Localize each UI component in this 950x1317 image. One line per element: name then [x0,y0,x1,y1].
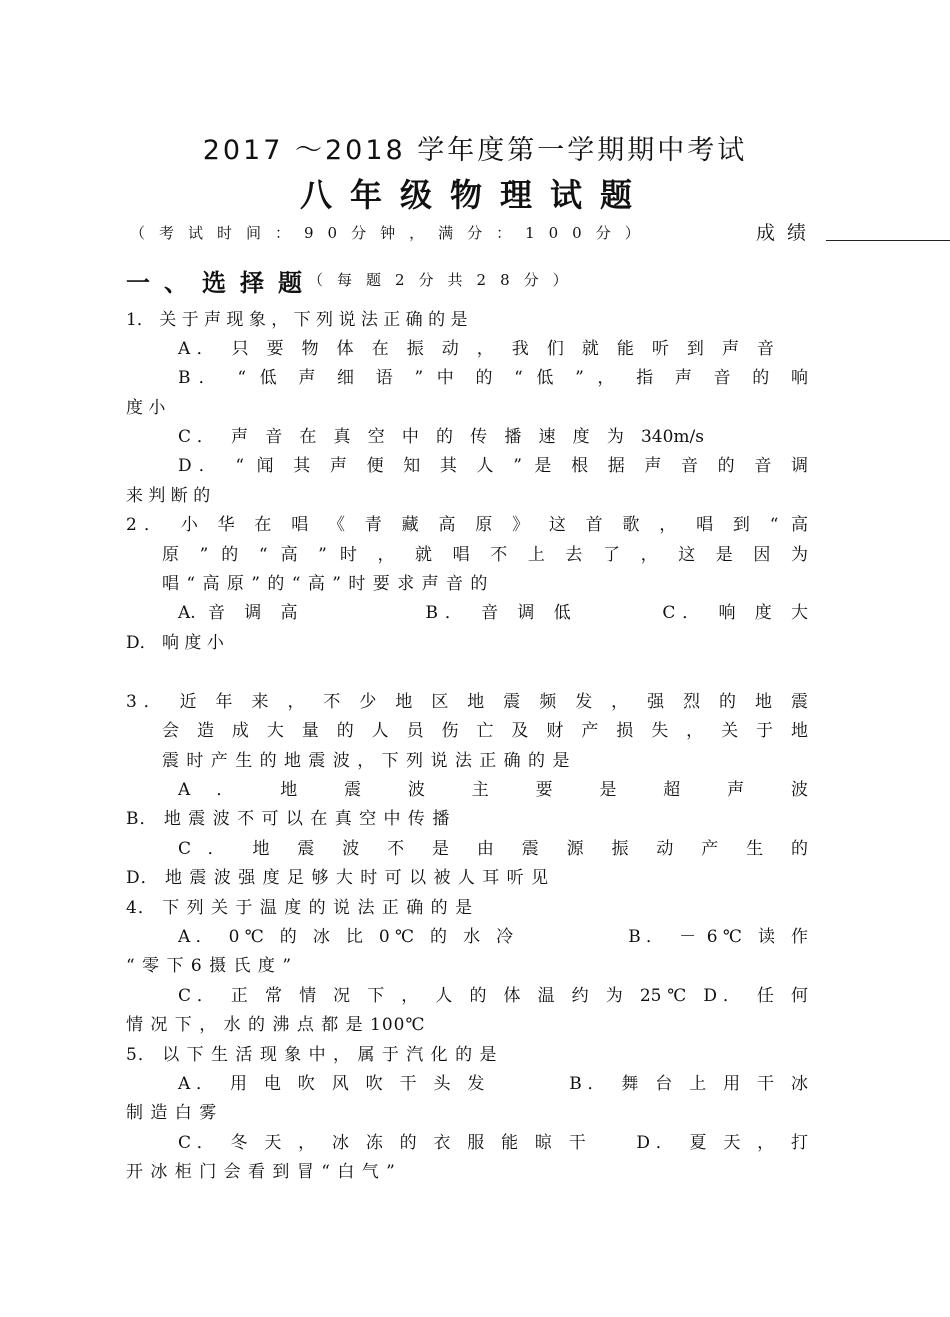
q1-option-b-cont: 度 小 [126,398,166,418]
question-1-stem: 1． 关 于 声 现 象 ， 下 列 说 法 正 确 的 是 [126,310,468,330]
section-title: 一、选择题 [126,269,316,297]
q1-option-a: A． 只 要 物 体 在 振 动 ， 我 们 就 能 听 到 声 音 [178,339,774,359]
q3-option-a: A ． 地 震 波 主 要 是 超 声 波 [178,780,808,800]
score-label: 成绩 [756,222,819,244]
question-3-stem: 3． 近 年 来 ， 不 少 地 区 地 震 频 发 ， 强 烈 的 地 震 [126,692,808,712]
q1-option-b: B． “ 低 声 细 语 ” 中 的 “ 低 ” ， 指 声 音 的 响 [178,368,808,388]
question-4-stem: 4． 下 列 关 于 温 度 的 说 法 正 确 的 是 [126,898,474,918]
question-2-stem: 2． 小 华 在 唱 《 青 藏 高 原 》 这 首 歌 ， 唱 到 “ 高 [126,515,808,535]
question-2-stem-2: 原 ” 的 “ 高 ” 时 ， 就 唱 不 上 去 了 ， 这 是 因 为 [162,545,808,565]
q4-option-d-cont: 情 况 下 ， 水 的 沸 点 都 是 100℃ [126,1015,426,1035]
q4-options-cd: C． 正 常 情 况 下 ， 人 的 体 温 约 为 25℃ D． 任 何 [178,986,808,1006]
q1-option-c: C． 声 音 在 真 空 中 的 传 播 速 度 为 340m/s [178,427,704,447]
section-note: （每题2分共28分） [308,271,582,289]
q1-option-d-cont: 来 判 断 的 [126,486,211,506]
exam-info: （考试时间：90分钟，满分：100分） [130,224,654,242]
subject-title: 八年级物理试题 [299,176,650,214]
q5-options-cd: C． 冬 天 ， 冰 冻 的 衣 服 能 晾 干 D． 夏 天 ， 打 [178,1133,808,1153]
q5-options-ab: A． 用 电 吹 风 吹 干 头 发 B． 舞 台 上 用 干 冰 [178,1074,808,1094]
q4-options-ab: A． 0℃ 的 冰 比 0℃ 的 水 冷 B． － 6℃ 读 作 [178,927,808,947]
q2-options: A. 音 调 高 B． 音 调 低 C． 响 度 大 [178,603,808,623]
question-3-stem-3: 震 时 产 生 的 地 震 波 ， 下 列 说 法 正 确 的 是 [162,751,571,771]
q5-option-d-cont: 开 冰 柜 门 会 看 到 冒 “ 白 气 ” [126,1162,396,1182]
q1-option-d: D． “ 闻 其 声 便 知 其 人 ” 是 根 据 声 音 的 音 调 [178,456,808,476]
exam-title: 2017 ～2018 学年度第一学期期中考试 [202,135,748,166]
q2-option-d: D． 响 度 小 [126,633,224,653]
q3-option-c: C ． 地 震 波 不 是 由 震 源 振 动 产 生 的 [178,839,808,859]
question-2-stem-3: 唱 “ 高 原 ” 的 “ 高 ” 时 要 求 声 音 的 [162,574,489,594]
q4-option-b-cont: “ 零 下 6 摄 氏 度 ” [126,956,293,976]
question-5-stem: 5． 以 下 生 活 现 象 中 ， 属 于 汽 化 的 是 [126,1045,498,1065]
question-3-stem-2: 会 造 成 大 量 的 人 员 伤 亡 及 财 产 损 失 ， 关 于 地 [162,721,808,741]
score-blank-line [826,240,950,241]
q3-option-d: D． 地 震 波 强 度 足 够 大 时 可 以 被 人 耳 听 见 [126,868,550,888]
q5-option-b-cont: 制 造 白 雾 [126,1103,218,1123]
q3-option-b: B． 地 震 波 不 可 以 在 真 空 中 传 播 [126,809,451,829]
